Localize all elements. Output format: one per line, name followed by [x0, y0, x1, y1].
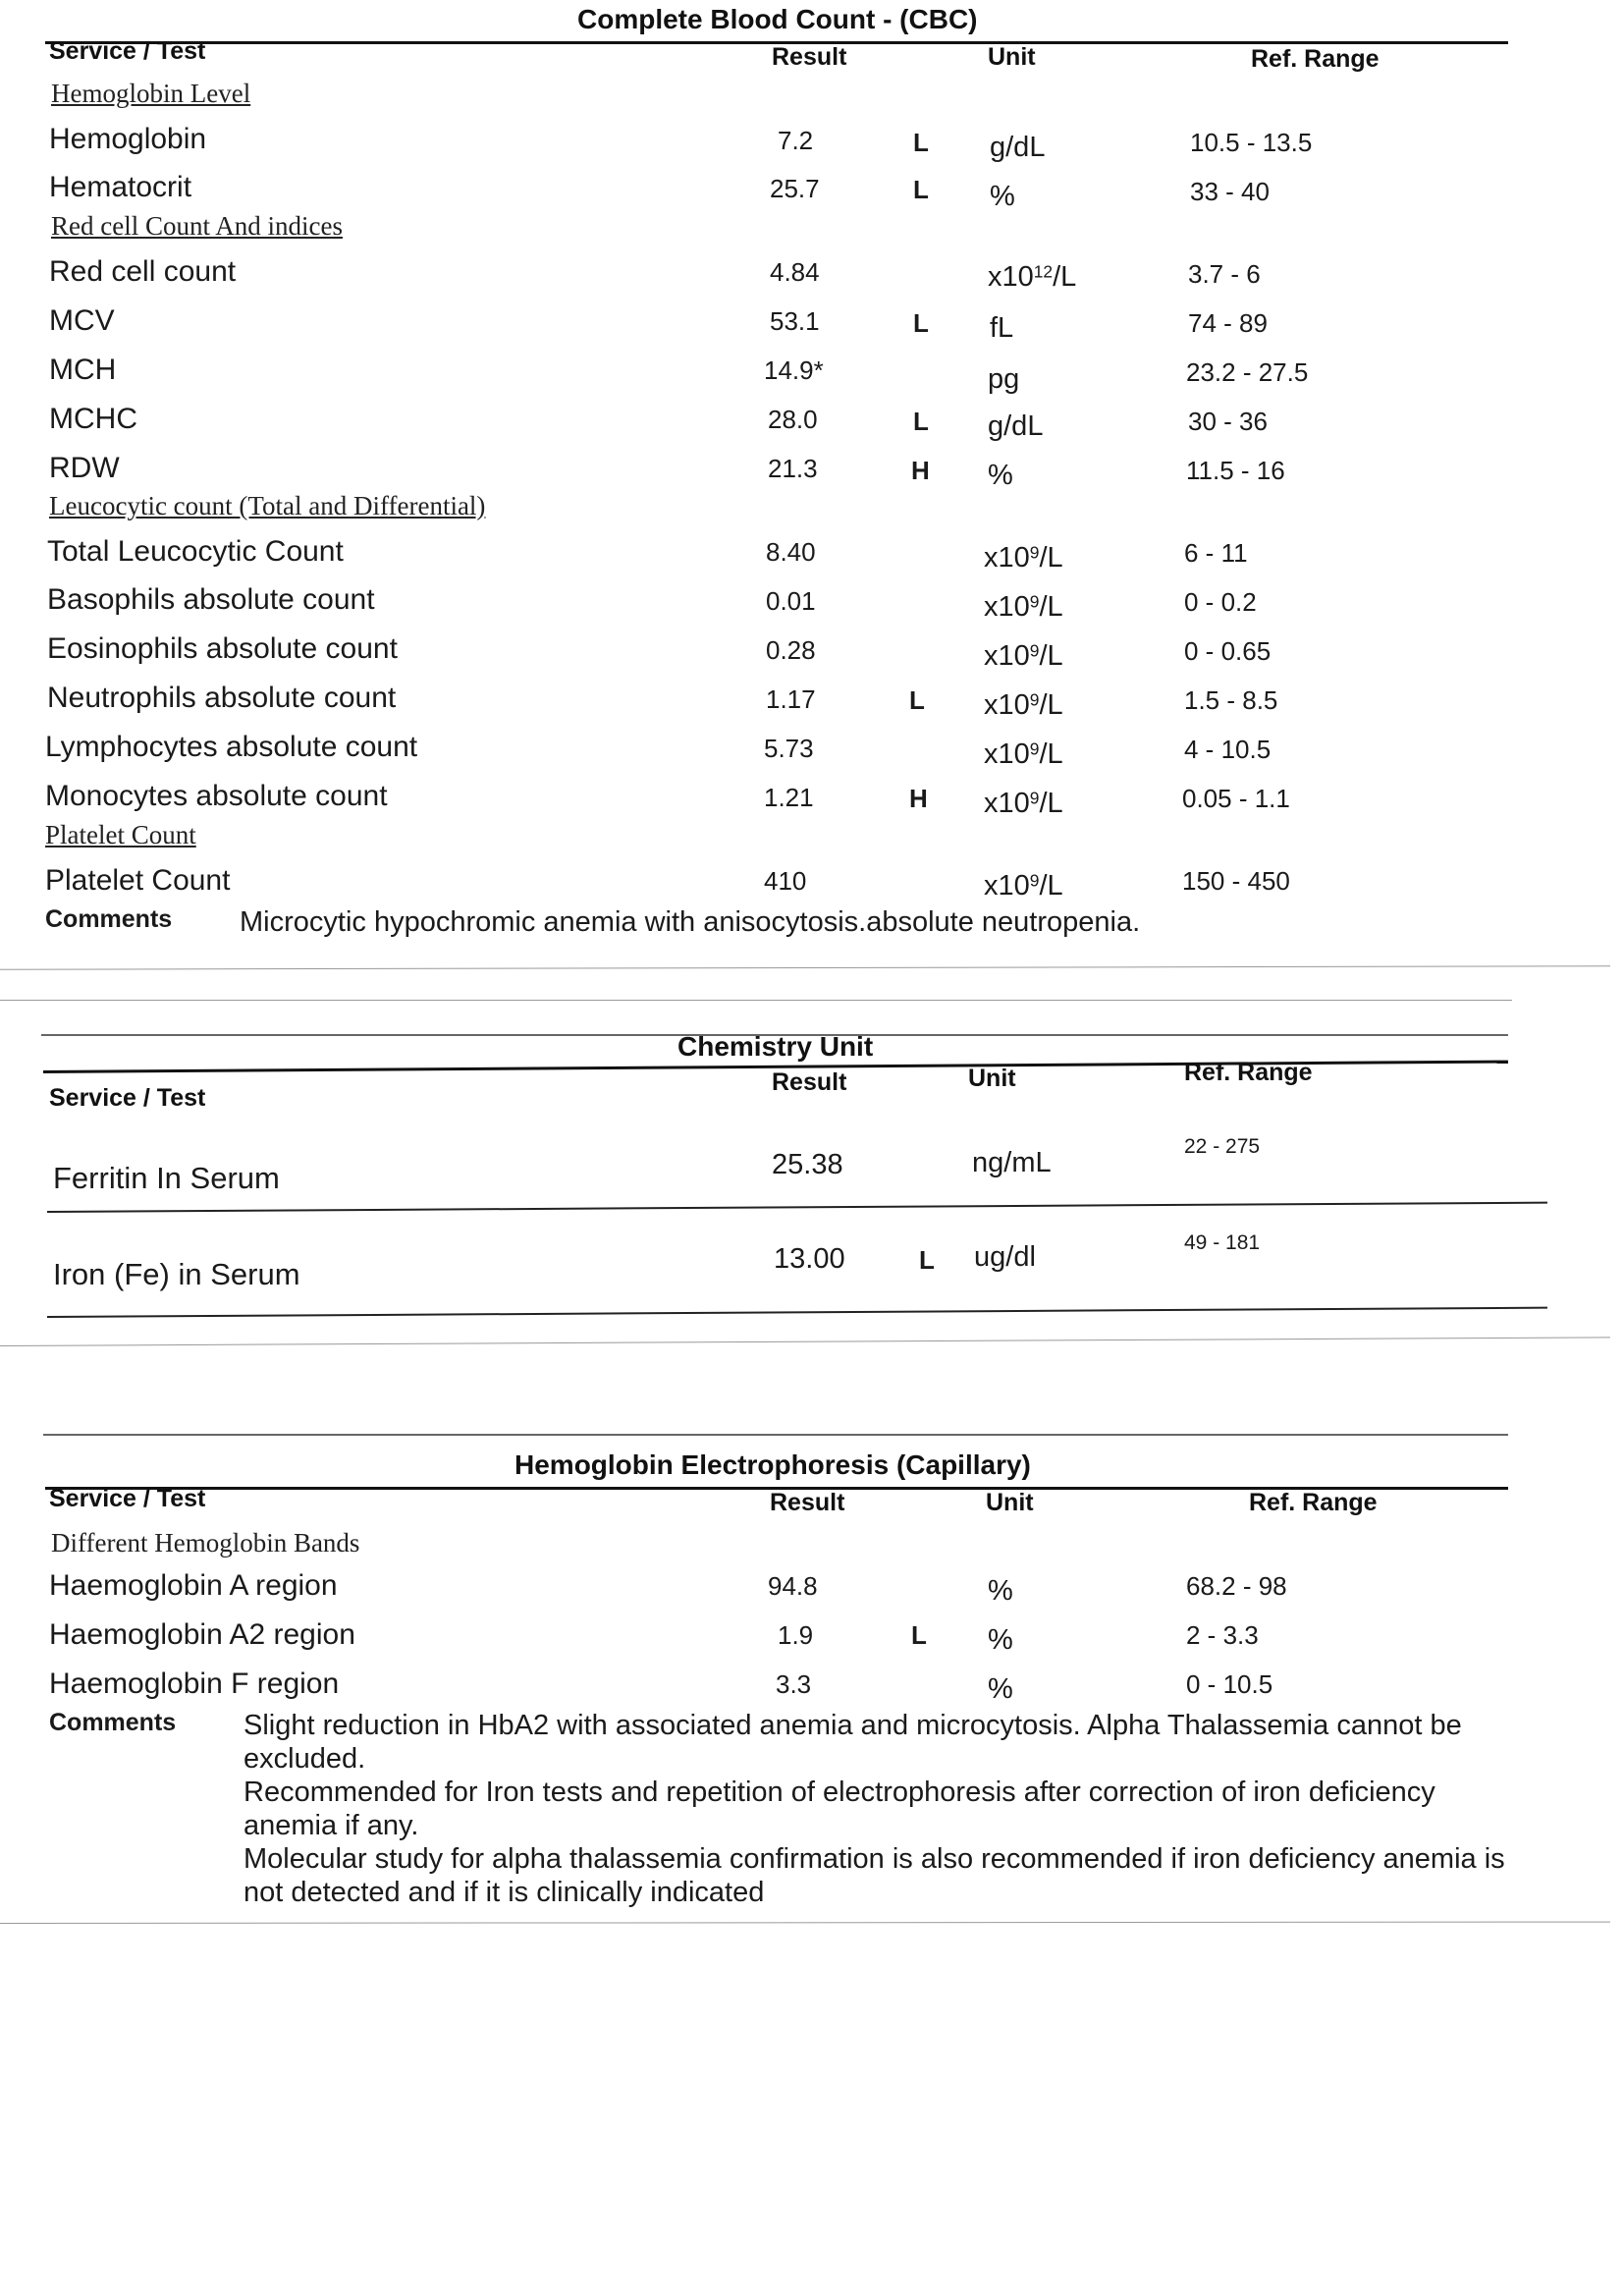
test-result: 14.9* — [764, 355, 824, 385]
test-name: Hematocrit — [49, 171, 192, 203]
cbc-group-leucocytic: Leucocytic count (Total and Differential) — [49, 491, 486, 520]
test-range: 74 - 89 — [1188, 308, 1268, 338]
test-range: 6 - 11 — [1184, 538, 1248, 568]
cbc-header-range: Ref. Range — [1251, 45, 1380, 73]
test-range: 0 - 0.2 — [1184, 587, 1257, 617]
test-name: Hemoglobin — [49, 123, 207, 155]
hbe-header-range: Ref. Range — [1249, 1489, 1378, 1516]
test-flag: L — [913, 308, 929, 338]
test-unit: $x10^9/L$ — [984, 870, 1063, 902]
test-name: Basophils absolute count — [47, 583, 375, 616]
row-rule — [47, 1202, 1547, 1213]
chem-header-test: Service / Test — [49, 1084, 206, 1112]
test-name: Ferritin In Serum — [53, 1161, 280, 1195]
test-range: 150 - 450 — [1182, 866, 1290, 896]
test-result: 28.0 — [768, 405, 818, 434]
test-unit: ug/dl — [974, 1241, 1036, 1273]
test-name: Total Leucocytic Count — [47, 535, 344, 568]
section-divider — [43, 1434, 1508, 1436]
test-result: 1.21 — [764, 783, 814, 812]
test-range: 11.5 - 16 — [1186, 456, 1285, 485]
test-flag: L — [909, 685, 925, 715]
test-name: Monocytes absolute count — [45, 780, 388, 812]
section-divider — [0, 1922, 1610, 1924]
cbc-header-result: Result — [772, 43, 847, 71]
test-result: 1.17 — [766, 684, 816, 714]
test-range: 68.2 - 98 — [1186, 1571, 1287, 1601]
test-name: Platelet Count — [45, 864, 231, 897]
test-name: Haemoglobin A2 region — [49, 1618, 355, 1651]
test-unit: % — [988, 1673, 1013, 1705]
chem-header-range: Ref. Range — [1184, 1059, 1313, 1086]
chem-header-unit: Unit — [968, 1065, 1016, 1092]
chem-title: Chemistry Unit — [677, 1031, 874, 1062]
test-unit: % — [988, 1575, 1013, 1607]
test-name: Haemoglobin A region — [49, 1569, 338, 1602]
hbe-comments-block — [244, 1709, 1505, 1909]
test-range: 23.2 - 27.5 — [1186, 357, 1309, 387]
test-unit: g/dL — [988, 410, 1044, 442]
test-name: Eosinophils absolute count — [47, 632, 398, 665]
section-divider — [0, 1337, 1610, 1346]
cbc-comment: Microcytic hypochromic anemia with anisocytosis.absolute neutropenia. — [240, 906, 1141, 938]
test-unit: % — [988, 460, 1013, 491]
test-unit: ng/mL — [972, 1147, 1052, 1178]
test-name: MCV — [49, 304, 115, 337]
test-result: 0.01 — [766, 586, 816, 616]
test-range: 1.5 - 8.5 — [1184, 685, 1278, 715]
test-name: Iron (Fe) in Serum — [53, 1257, 300, 1291]
test-flag: L — [913, 128, 929, 157]
test-range: 0.05 - 1.1 — [1182, 784, 1290, 813]
comment-line: Recommended for Iron tests and repetition of electrophoresis after correction of iron deficiency — [244, 1777, 1435, 1808]
hbe-header-test: Service / Test — [49, 1485, 206, 1512]
hbe-header-unit: Unit — [986, 1489, 1034, 1516]
hbe-header-result: Result — [770, 1489, 845, 1516]
test-flag: H — [911, 456, 930, 485]
row-rule — [47, 1307, 1547, 1318]
test-unit: $x10^9/L$ — [984, 689, 1063, 721]
test-unit: % — [988, 1624, 1013, 1656]
test-flag: L — [919, 1245, 935, 1275]
test-name: Neutrophils absolute count — [47, 682, 397, 714]
test-name: RDW — [49, 452, 120, 484]
test-flag: L — [913, 407, 929, 436]
test-result: 94.8 — [768, 1571, 818, 1601]
cbc-title: Complete Blood Count - (CBC) — [577, 4, 978, 34]
test-result: 1.9 — [778, 1620, 814, 1650]
test-unit: % — [990, 181, 1015, 212]
test-range: 33 - 40 — [1190, 177, 1270, 206]
test-name: Red cell count — [49, 255, 237, 288]
test-unit: g/dL — [990, 132, 1046, 163]
cbc-group-platelet: Platelet Count — [45, 820, 196, 849]
test-flag: L — [913, 175, 929, 204]
cbc-header-test: Service / Test — [49, 37, 206, 65]
test-unit: pg — [988, 363, 1020, 395]
test-result: 53.1 — [770, 306, 820, 336]
comment-line: Molecular study for alpha thalassemia confirmation is also recommended if iron deficiency anemia is — [244, 1843, 1505, 1875]
test-result: 0.28 — [766, 635, 816, 665]
comment-line: excluded. — [244, 1743, 366, 1775]
test-result: 410 — [764, 866, 807, 896]
test-result: 7.2 — [778, 126, 814, 155]
test-range: 10.5 - 13.5 — [1190, 128, 1313, 157]
test-range: 3.7 - 6 — [1188, 259, 1261, 289]
section-divider — [0, 1000, 1512, 1001]
cbc-comments-label: Comments — [45, 905, 173, 933]
cbc-group-hemoglobin: Hemoglobin Level — [51, 79, 251, 108]
test-result: 4.84 — [770, 257, 820, 287]
test-result: 5.73 — [764, 734, 814, 763]
test-name: MCHC — [49, 403, 137, 435]
test-unit: $x10^9/L$ — [984, 640, 1063, 672]
cbc-group-red-cell: Red cell Count And indices — [51, 211, 343, 241]
test-name: Haemoglobin F region — [49, 1667, 340, 1700]
test-result: 3.3 — [776, 1669, 812, 1699]
test-range: 22 - 275 — [1184, 1135, 1261, 1158]
test-unit: $x10^9/L$ — [984, 591, 1063, 623]
section-divider — [0, 965, 1610, 969]
test-range: 4 - 10.5 — [1184, 735, 1272, 764]
test-result: 25.7 — [770, 174, 820, 203]
test-result: 13.00 — [774, 1243, 845, 1275]
hbe-title: Hemoglobin Electrophoresis (Capillary) — [514, 1449, 1031, 1480]
test-flag: L — [911, 1620, 927, 1650]
test-unit: fL — [990, 312, 1014, 344]
cbc-header-unit: Unit — [988, 43, 1036, 71]
test-range: 0 - 0.65 — [1184, 636, 1272, 666]
test-result: 21.3 — [768, 454, 818, 483]
hbe-comments-label: Comments — [49, 1709, 177, 1736]
comment-line: Slight reduction in HbA2 with associated anemia and microcytosis. Alpha Thalassemia cannot be — [244, 1710, 1462, 1741]
test-range: 2 - 3.3 — [1186, 1620, 1259, 1650]
comment-line: anemia if any. — [244, 1810, 419, 1841]
test-unit: $x10^9/L$ — [984, 788, 1063, 819]
test-unit: $x10^9/L$ — [984, 738, 1063, 770]
test-unit: $x10^9/L$ — [984, 542, 1063, 574]
hbe-group-bands: Different Hemoglobin Bands — [51, 1528, 360, 1558]
test-name: MCH — [49, 354, 117, 386]
test-result: 25.38 — [772, 1149, 843, 1180]
test-flag: H — [909, 784, 928, 813]
test-result: 8.40 — [766, 537, 816, 567]
test-unit: $x10^{12}/L$ — [988, 261, 1077, 293]
chem-header-result: Result — [772, 1068, 847, 1096]
test-range: 49 - 181 — [1184, 1231, 1261, 1254]
comment-line: not detected and if it is clinically indicated — [244, 1877, 765, 1908]
test-range: 0 - 10.5 — [1186, 1669, 1273, 1699]
test-range: 30 - 36 — [1188, 407, 1268, 436]
test-name: Lymphocytes absolute count — [45, 731, 418, 763]
